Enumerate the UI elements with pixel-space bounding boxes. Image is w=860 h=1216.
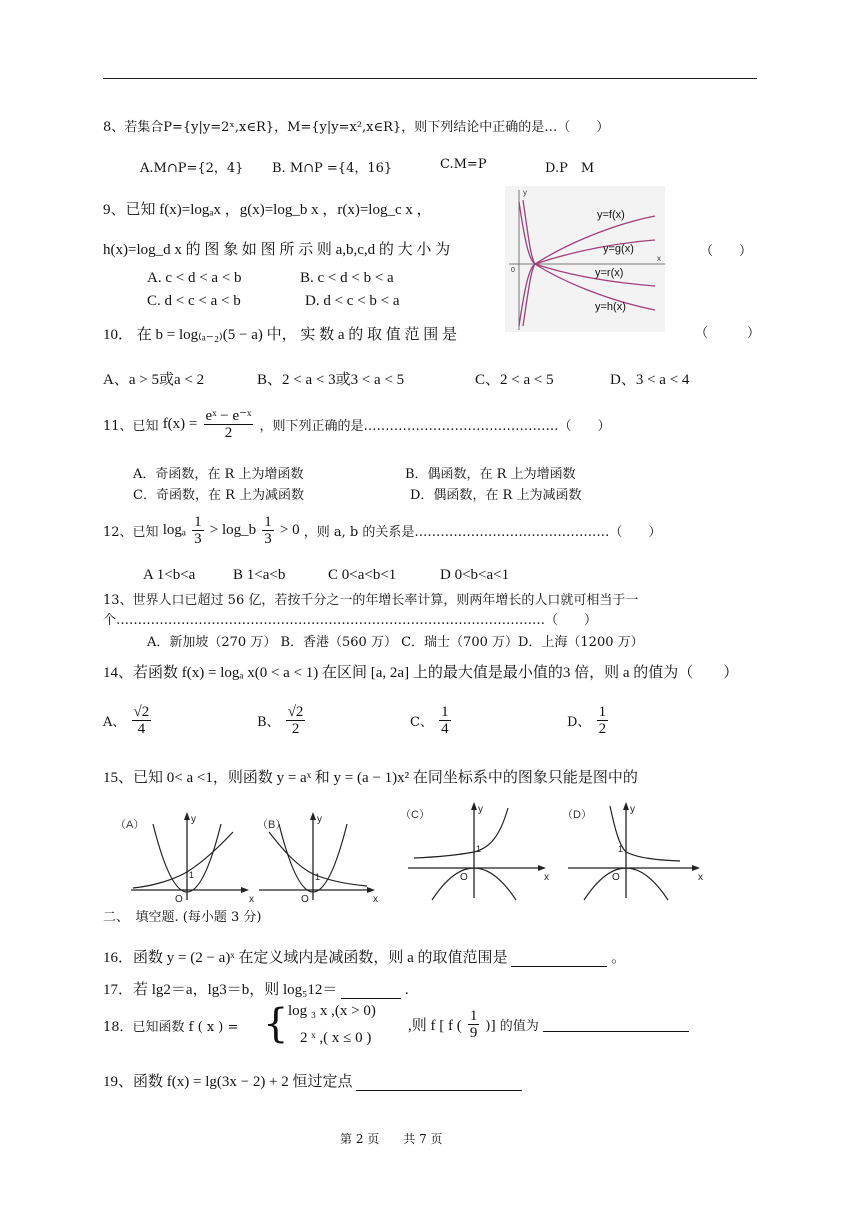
q11-func: f(x) = xyxy=(162,416,198,432)
q13-line1: 13、世界人口已超过 56 亿，若按千分之一的年增长率计算，则两年增长的人口就可相当于一 xyxy=(103,593,639,608)
q18-answer-blank[interactable] xyxy=(543,1017,689,1032)
q17-line xyxy=(103,978,409,999)
q12-fraction-1-num: 1 xyxy=(194,514,202,530)
q12-fraction-1 xyxy=(192,514,204,547)
q15-graph-b-y-arrow xyxy=(310,812,316,820)
q11-post: ，则下列正确的是………………………………………（ ） xyxy=(259,419,611,434)
q15-graph-a-axis-y-label: y xyxy=(191,814,196,825)
q11-pre: 11、已知 xyxy=(103,419,159,434)
q14-option-b-den: 2 xyxy=(291,721,300,737)
q15-graph-a-exp-curve xyxy=(133,832,233,888)
q18-fraction-num: 1 xyxy=(469,1008,478,1024)
q11-option-b: B．偶函数，在 R 上为增函数 xyxy=(405,467,576,482)
q15-graph-d-axis-x-label: x xyxy=(698,872,703,883)
q15-graph-a xyxy=(113,810,254,905)
q14-option-d-num: 1 xyxy=(598,704,607,720)
q15-graph-b-axis-y-label: y xyxy=(317,814,322,825)
q13-line2: 个………………………………………………………………………………………（ ） xyxy=(103,613,598,628)
q15-graph-b-axis-x-label: x xyxy=(373,894,378,905)
q18-fraction xyxy=(468,1008,480,1041)
header-rule xyxy=(103,78,757,79)
q15-graph-a-x-arrow xyxy=(241,887,249,893)
q15-graph-d-x-arrow xyxy=(692,865,700,871)
q8-option-d: D.P M xyxy=(545,161,595,176)
q14-option-d-label: D、 xyxy=(567,715,591,730)
q9-origin-label: 0 xyxy=(511,267,515,274)
q16-post: 。 xyxy=(611,950,627,966)
q15-graph-b xyxy=(255,810,385,905)
q12-fraction-1-den: 3 xyxy=(194,531,202,547)
q12-option-d: D 0<b<a<1 xyxy=(440,567,510,583)
q8-option-b: B. M∩P ={4，16} xyxy=(272,161,393,176)
q12-fraction-2-den: 3 xyxy=(264,531,272,547)
q19-line xyxy=(103,1070,522,1091)
page-footer: 第 2 页 共 7 页 xyxy=(340,1132,443,1146)
q12-line xyxy=(103,514,661,547)
q10-paren: （ ） xyxy=(695,326,761,341)
q14-option-a-num: √2 xyxy=(133,704,150,720)
q15-graph-a-axis-x-label: x xyxy=(249,894,254,905)
q18-pre: 18．已知函数 f ( x ) = xyxy=(103,1020,239,1035)
q9-axis-x-label: x xyxy=(657,254,661,263)
q10-option-a: A、a > 5或a < 2 xyxy=(103,372,205,388)
q15-graph-a-origin: O xyxy=(175,894,183,905)
q11-fraction-num: eˣ − e⁻ˣ xyxy=(205,408,252,424)
q12-option-b: B 1<a<b xyxy=(233,567,286,583)
q11-fraction xyxy=(204,408,254,441)
q14-option-a-den: 4 xyxy=(137,721,146,737)
q9-label-g: y=g(x) xyxy=(603,243,634,255)
q12-log-b: > log_b xyxy=(209,522,257,538)
q12-tail: > 0 xyxy=(279,522,300,538)
q10-option-c: C、2 < a < 5 xyxy=(475,372,554,388)
q16-line xyxy=(103,946,626,967)
q11-option-c: C．奇函数，在 R 上为减函数 xyxy=(133,488,304,503)
q9-label-h: y=h(x) xyxy=(595,301,626,313)
q18-tail xyxy=(408,1008,689,1041)
q15-graph-c xyxy=(398,800,556,900)
q9-option-d: D. d < c < b < a xyxy=(305,293,400,309)
q10-option-d: D、3 < a < 4 xyxy=(610,372,690,388)
q15-graph-c-x-arrow xyxy=(538,865,546,871)
q12-option-a: A 1<b<a xyxy=(143,567,196,583)
q14-option-c xyxy=(410,704,453,737)
q15-graph-d xyxy=(560,800,710,900)
q9-label-f: y=f(x) xyxy=(597,209,625,221)
q15-graph-b-x-arrow xyxy=(367,887,375,893)
q10-option-b: B、2 < a < 3或3 < a < 5 xyxy=(257,372,405,388)
q14-option-d xyxy=(567,704,610,737)
q15-graph-a-y-arrow xyxy=(184,812,190,820)
q12-fraction-2 xyxy=(262,514,274,547)
q14-option-c-frac xyxy=(439,704,451,737)
q15-graph-b-one: 1 xyxy=(315,872,321,882)
q14-option-b-frac xyxy=(286,704,306,737)
q9-line1: 9、已知 f(x)=logₐx ，g(x)=log_b x ，r(x)=log_c x ， xyxy=(103,202,432,218)
q16-answer-blank[interactable] xyxy=(511,952,607,967)
q12-option-c: C 0<a<b<1 xyxy=(328,567,397,583)
q9-option-b: B. c < d < b < a xyxy=(300,270,394,286)
q15-graph-c-label: （C） xyxy=(400,809,430,821)
q15-graph-c-origin: O xyxy=(460,872,468,883)
q15-graph-d-origin: O xyxy=(612,872,620,883)
q17-answer-blank[interactable] xyxy=(341,984,401,999)
q9-option-a: A. c < d < a < b xyxy=(147,270,242,286)
q14-option-a-label: A、 xyxy=(103,715,126,730)
q17-pre: 17．若 lg2＝a，lg3＝b，则 log₅12＝ xyxy=(103,982,338,998)
q16-pre: 16．函数 y = (2 − a)ˣ 在定义域内是减函数，则 a 的取值范围是 xyxy=(103,950,508,966)
q14-option-c-label: C、 xyxy=(410,715,433,730)
q14-option-d-frac xyxy=(597,704,609,737)
q12-log-a: logₐ xyxy=(162,522,186,538)
q14-option-a xyxy=(103,704,153,737)
q18-case-2: 2 ˣ ,( x ≤ 0 ) xyxy=(300,1030,372,1046)
q12-fraction-2-num: 1 xyxy=(264,514,272,530)
q14-option-b-num: √2 xyxy=(287,704,304,720)
q10-stem: 10． 在 b = log₍ₐ₋₂₎(5 − a) 中， 实 数 a 的 取 值 范 围 是 xyxy=(103,327,458,343)
q15-graph-d-y-arrow xyxy=(623,802,629,810)
q15-graph-c-y-arrow xyxy=(471,802,477,810)
section-2-heading: 二、 填空题. (每小题 3 分) xyxy=(103,910,262,925)
q12-pre: 12、已知 xyxy=(103,525,159,540)
q9-label-r: y=r(x) xyxy=(595,267,624,279)
q14-option-b xyxy=(257,704,307,737)
q9-option-c: C. d < c < a < b xyxy=(147,293,241,309)
q15-graph-c-one: 1 xyxy=(476,844,482,854)
q15-graph-d-axis-y-label: y xyxy=(630,804,635,815)
q18-brace: { xyxy=(263,1001,289,1047)
q18-case-1: log ₃ x ,(x > 0) xyxy=(288,1003,376,1019)
q15-graph-c-axis-x-label: x xyxy=(544,872,549,883)
q11-option-a: A．奇函数，在 R 上为增函数 xyxy=(133,467,304,482)
q15-stem: 15、已知 0< a <1，则函数 y = aˣ 和 y = (a − 1)x² 在同坐标系中的图象只能是图中的 xyxy=(103,770,638,786)
q8-option-a: A.M∩P={2，4} xyxy=(140,161,244,176)
q14-option-a-frac xyxy=(132,704,152,737)
q8-option-c: C.M=P xyxy=(440,157,487,172)
q15-graph-b-label: （B） xyxy=(257,819,287,831)
q12-post: ，则 a, b 的关系是………………………………………（ ） xyxy=(303,525,662,540)
q18-post: )] 的值为 xyxy=(485,1019,539,1034)
q19-text: 19、函数 f(x) = lg(3x − 2) + 2 恒过定点 xyxy=(103,1074,353,1090)
q15-graph-a-label: （A） xyxy=(115,819,145,831)
q13-options: A．新加坡（270 万） B．香港（560 万） C．瑞士（700 万）D．上海（1200 万） xyxy=(147,635,644,650)
q14-option-c-num: 1 xyxy=(441,704,449,720)
q11-fraction-den: 2 xyxy=(224,425,233,441)
q17-post: . xyxy=(404,982,409,998)
q8-stem: 8、若集合P={y|y=2ˣ,x∈R}，M={y|y=x²,x∈R}，则下列结论中正确的是…（ ） xyxy=(103,120,610,135)
q9-paren: （ ） xyxy=(700,244,753,259)
q9-axis-y-label: y xyxy=(523,188,527,197)
q11-line xyxy=(103,408,611,441)
q19-answer-blank[interactable] xyxy=(356,1076,522,1091)
q14-option-c-den: 4 xyxy=(441,721,449,737)
q9-line2: h(x)=log_d x 的 图 象 如 图 所 示 则 a,b,c,d 的 大 小 为 xyxy=(103,242,451,258)
q9-log-graph xyxy=(505,186,665,332)
q18-mid: ,则 f [ f ( xyxy=(408,1018,462,1034)
q15-graph-d-one: 1 xyxy=(618,844,624,854)
q14-stem: 14、若函数 f(x) = logₐ x(0 < a < 1) 在区间 [a, 2a] 上的最大值是最小值的3 倍，则 a 的值为（ ） xyxy=(103,665,739,681)
q11-option-d: D．偶函数，在 R 上为减函数 xyxy=(410,488,582,503)
q18-fraction-den: 9 xyxy=(469,1025,478,1041)
q15-graph-d-label: （D） xyxy=(562,809,592,821)
q15-graph-b-origin: O xyxy=(301,894,309,905)
q15-graph-c-axis-y-label: y xyxy=(478,804,483,815)
q14-option-b-label: B、 xyxy=(257,715,280,730)
q14-option-d-den: 2 xyxy=(598,721,607,737)
q15-graph-a-one: 1 xyxy=(189,870,195,880)
